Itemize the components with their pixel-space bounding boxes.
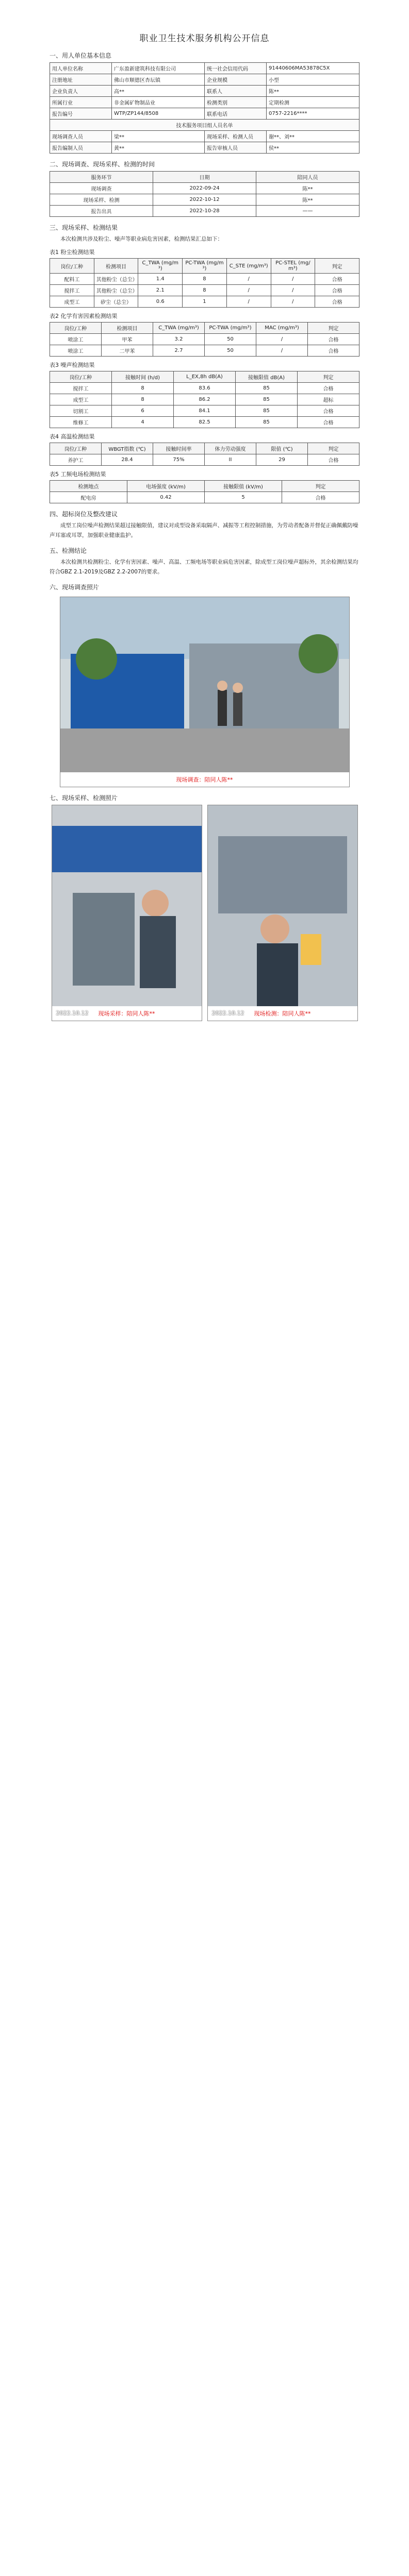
table-header-row bbox=[50, 443, 359, 454]
dust-results-table bbox=[50, 258, 359, 308]
table-header-row bbox=[50, 371, 359, 383]
table-row bbox=[50, 206, 359, 217]
table-cell: 合格 bbox=[298, 405, 359, 417]
section-title: 七、现场采样、检测照片 bbox=[50, 794, 118, 802]
column-header: 判定 bbox=[282, 481, 359, 492]
table-cell: / bbox=[226, 296, 271, 308]
table-cell: 合格 bbox=[282, 492, 359, 503]
table-cell: 报告审核人员 bbox=[205, 142, 267, 154]
section-basic-info bbox=[50, 51, 359, 154]
table-row bbox=[50, 345, 359, 357]
table-cell: / bbox=[271, 296, 315, 308]
table-row bbox=[50, 194, 359, 206]
table-cell: 联系电话 bbox=[205, 108, 267, 120]
column-header: 判定 bbox=[298, 371, 359, 383]
table-cell: / bbox=[256, 334, 308, 345]
table-cell: 报告编制人员 bbox=[50, 142, 112, 154]
table-cell: 侯** bbox=[267, 142, 359, 154]
table-cell: 切割工 bbox=[50, 405, 112, 417]
table-row bbox=[50, 142, 359, 154]
service-dates-table bbox=[50, 171, 359, 217]
table-cell: 合格 bbox=[315, 274, 359, 285]
table-cell: II bbox=[205, 454, 256, 466]
column-header: 日期 bbox=[153, 172, 256, 183]
section-sampling-photos bbox=[50, 793, 359, 1021]
table-cell: 1 bbox=[183, 296, 227, 308]
section-conclusion bbox=[50, 546, 359, 577]
table-row bbox=[50, 405, 359, 417]
table-cell: 现场调查人员 bbox=[50, 131, 112, 142]
photo-caption: 现场调查：陪同人陈** bbox=[60, 772, 349, 787]
table-title: 表1 粉尘检测结果 bbox=[50, 249, 95, 256]
noise-results-table bbox=[50, 371, 359, 428]
table-cell: 报告编号 bbox=[50, 108, 112, 120]
column-header: 电场强度 (kV/m) bbox=[127, 481, 205, 492]
table-cell: 0757-2216**** bbox=[267, 108, 359, 120]
table-row bbox=[50, 296, 359, 308]
table-cell: 2022-10-28 bbox=[153, 206, 256, 217]
table-cell: 合格 bbox=[298, 417, 359, 428]
table-row bbox=[50, 183, 359, 194]
table-cell: 0.6 bbox=[138, 296, 183, 308]
column-header: 判定 bbox=[308, 323, 359, 334]
table-row bbox=[50, 97, 359, 108]
section-title: 四、超标岗位及整改建议 bbox=[50, 511, 118, 518]
table-cell: 83.6 bbox=[174, 383, 236, 394]
table-cell: 陈** bbox=[256, 194, 359, 206]
table-cell: 85 bbox=[236, 383, 298, 394]
table-cell: / bbox=[271, 274, 315, 285]
column-header: 接触限值 (kV/m) bbox=[205, 481, 282, 492]
column-header: 接触时间率 bbox=[153, 443, 205, 454]
rectification-text: 成型工岗位噪声检测结果超过接触限值，建议对成型设备采取隔声、减振等工程控制措施，为劳动者配备并督促正确佩戴防噪声耳塞或耳罩，加强职业健康监护。 bbox=[50, 522, 358, 538]
table-cell: 8 bbox=[112, 394, 174, 405]
table-cell: 养护工 bbox=[50, 454, 102, 466]
table-row bbox=[50, 383, 359, 394]
survey-photo bbox=[60, 597, 350, 787]
table-cell: 用人单位名称 bbox=[50, 63, 112, 74]
table-title: 表3 噪声检测结果 bbox=[50, 362, 95, 369]
table-cell: 矽尘（总尘） bbox=[94, 296, 138, 308]
table-cell: 合格 bbox=[315, 285, 359, 296]
table-cell: 搅拌工 bbox=[50, 383, 112, 394]
column-header: 检测项目 bbox=[94, 259, 138, 274]
table-cell: 28.4 bbox=[102, 454, 153, 466]
column-header: WBGT指数 (℃) bbox=[102, 443, 153, 454]
table-cell: 4 bbox=[112, 417, 174, 428]
column-header: 判定 bbox=[315, 259, 359, 274]
table-cell: WTP/ZP144/8508 bbox=[112, 108, 205, 120]
table-cell: 超标 bbox=[298, 394, 359, 405]
table-cell: 广东盈新建筑科技有限公司 bbox=[112, 63, 205, 74]
table-cell: 75% bbox=[153, 454, 205, 466]
table-header-row bbox=[50, 259, 359, 274]
table-cell: 50 bbox=[205, 334, 256, 345]
photo-caption: 现场采样：陪同人陈** bbox=[52, 1006, 202, 1021]
column-header: 岗位/工种 bbox=[50, 259, 94, 274]
table-row bbox=[50, 274, 359, 285]
detection-image bbox=[208, 805, 357, 1006]
table-row bbox=[50, 285, 359, 296]
table-row bbox=[50, 454, 359, 466]
table-cell: 佛山市顺德区杏坛镇 bbox=[112, 74, 205, 86]
photo-grid bbox=[50, 805, 359, 1021]
column-header: C_STE (mg/m³) bbox=[226, 259, 271, 274]
table-cell: 二甲苯 bbox=[102, 345, 153, 357]
column-header: C_TWA (mg/m³) bbox=[138, 259, 183, 274]
table-cell: 注册地址 bbox=[50, 74, 112, 86]
table-cell: 85 bbox=[236, 405, 298, 417]
sampling-image bbox=[52, 805, 202, 1006]
table-cell: 82.5 bbox=[174, 417, 236, 428]
table-cell: —— bbox=[256, 206, 359, 217]
table-cell: 6 bbox=[112, 405, 174, 417]
table-cell: 86.2 bbox=[174, 394, 236, 405]
column-header: C_TWA (mg/m³) bbox=[153, 323, 205, 334]
table-cell: 3.2 bbox=[153, 334, 205, 345]
table-cell: 合格 bbox=[315, 296, 359, 308]
table-row bbox=[50, 63, 359, 74]
table-row bbox=[50, 120, 359, 131]
table-cell: 陈** bbox=[267, 86, 359, 97]
column-header: 服务环节 bbox=[50, 172, 153, 183]
column-header: 判定 bbox=[308, 443, 359, 454]
table-cell: 其他粉尘（总尘） bbox=[94, 274, 138, 285]
table-cell: 其他粉尘（总尘） bbox=[94, 285, 138, 296]
section-title: 三、现场采样、检测结果 bbox=[50, 224, 118, 231]
column-header: 接触时间 (h/d) bbox=[112, 371, 174, 383]
table-cell: 成型工 bbox=[50, 394, 112, 405]
column-header: PC-TWA (mg/m³) bbox=[205, 323, 256, 334]
section-title: 一、用人单位基本信息 bbox=[50, 52, 112, 59]
heat-results-table bbox=[50, 443, 359, 466]
table-title: 表2 化学有害因素检测结果 bbox=[50, 313, 118, 320]
sampling-photo bbox=[52, 805, 202, 1021]
table-row bbox=[50, 417, 359, 428]
section-title: 二、现场调查、现场采样、检测的时间 bbox=[50, 161, 155, 168]
column-header: 检测地点 bbox=[50, 481, 127, 492]
table-header-row bbox=[50, 172, 359, 183]
table-cell: 企业规模 bbox=[205, 74, 267, 86]
table-header-row bbox=[50, 481, 359, 492]
detection-photo bbox=[207, 805, 358, 1021]
table-row bbox=[50, 74, 359, 86]
table-cell: 配料工 bbox=[50, 274, 94, 285]
table-cell: 29 bbox=[256, 454, 308, 466]
table-cell: 50 bbox=[205, 345, 256, 357]
table-cell: 现场采样、检测人员 bbox=[205, 131, 267, 142]
column-header: 体力劳动强度 bbox=[205, 443, 256, 454]
table-row bbox=[50, 492, 359, 503]
table-cell: 8 bbox=[183, 285, 227, 296]
column-header: 岗位/工种 bbox=[50, 323, 102, 334]
column-header: PC-STEL (mg/m³) bbox=[271, 259, 315, 274]
column-header: L_EX,8h dB(A) bbox=[174, 371, 236, 383]
table-cell: / bbox=[226, 274, 271, 285]
table-cell: 85 bbox=[236, 394, 298, 405]
table-cell: 85 bbox=[236, 417, 298, 428]
section-survey-photo bbox=[50, 583, 359, 787]
table-cell: 喷涂工 bbox=[50, 334, 102, 345]
table-cell: 高** bbox=[112, 86, 205, 97]
table-cell: 统一社会信用代码 bbox=[205, 63, 267, 74]
table-cell: 现场调查 bbox=[50, 183, 153, 194]
document-page bbox=[0, 0, 409, 1042]
table-cell: 所属行业 bbox=[50, 97, 112, 108]
table-cell: 喷涂工 bbox=[50, 345, 102, 357]
photo-caption: 现场检测：陪同人陈** bbox=[208, 1006, 357, 1021]
table-cell: 合格 bbox=[308, 345, 359, 357]
table-cell: 小型 bbox=[267, 74, 359, 86]
column-header: 检测项目 bbox=[102, 323, 153, 334]
table-cell: 检测类别 bbox=[205, 97, 267, 108]
column-header: MAC (mg/m³) bbox=[256, 323, 308, 334]
results-intro: 本次检测共涉及粉尘、噪声等职业病危害因素，检测结果汇总如下： bbox=[60, 236, 223, 242]
table-title: 表4 高温检测结果 bbox=[50, 433, 95, 440]
table-cell: / bbox=[256, 345, 308, 357]
factory-gate-image bbox=[60, 597, 349, 772]
table-row bbox=[50, 131, 359, 142]
table-cell: 搅拌工 bbox=[50, 285, 94, 296]
chemical-results-table bbox=[50, 322, 359, 357]
table-cell: / bbox=[226, 285, 271, 296]
table-cell: 现场采样、检测 bbox=[50, 194, 153, 206]
column-header: PC-TWA (mg/m³) bbox=[183, 259, 227, 274]
table-cell: 8 bbox=[112, 383, 174, 394]
table-cell: 合格 bbox=[308, 454, 359, 466]
table-cell: 2022-09-24 bbox=[153, 183, 256, 194]
column-header: 接触限值 dB(A) bbox=[236, 371, 298, 383]
table-cell: 8 bbox=[183, 274, 227, 285]
table-cell: 定期检测 bbox=[267, 97, 359, 108]
photo-date-stamp: 2022.10.12 bbox=[211, 1009, 244, 1016]
column-header: 限值 (℃) bbox=[256, 443, 308, 454]
table-cell: 联系人 bbox=[205, 86, 267, 97]
table-cell: 0.42 bbox=[127, 492, 205, 503]
photo-date-stamp: 2022.10.12 bbox=[56, 1009, 89, 1016]
table-cell: 企业负责人 bbox=[50, 86, 112, 97]
table-row bbox=[50, 86, 359, 97]
table-cell: 成型工 bbox=[50, 296, 94, 308]
table-cell: 配电房 bbox=[50, 492, 127, 503]
table-cell: 91440606MA53878C5X bbox=[267, 63, 359, 74]
column-header: 岗位/工种 bbox=[50, 443, 102, 454]
table-title: 表5 工频电场检测结果 bbox=[50, 471, 106, 478]
document-title: 职业卫生技术服务机构公开信息 bbox=[139, 33, 270, 44]
section-results bbox=[50, 223, 359, 503]
section-title: 六、现场调查照片 bbox=[50, 583, 100, 591]
table-cell: / bbox=[271, 285, 315, 296]
service-team-label: 技术服务项目组人员名单 bbox=[50, 120, 359, 131]
table-cell: 谢**、刘** bbox=[267, 131, 359, 142]
basic-info-table bbox=[50, 62, 359, 154]
table-cell: 非金属矿物制品业 bbox=[112, 97, 205, 108]
table-cell: 黄** bbox=[112, 142, 205, 154]
column-header: 岗位/工种 bbox=[50, 371, 112, 383]
table-cell: 陈** bbox=[256, 183, 359, 194]
section-rectification bbox=[50, 510, 359, 540]
table-row bbox=[50, 394, 359, 405]
table-cell: 甲苯 bbox=[102, 334, 153, 345]
table-cell: 2.7 bbox=[153, 345, 205, 357]
table-cell: 合格 bbox=[298, 383, 359, 394]
table-cell: 合格 bbox=[308, 334, 359, 345]
table-cell: 1.4 bbox=[138, 274, 183, 285]
conclusion-text: 本次检测共检测粉尘、化学有害因素、噪声、高温、工频电场等职业病危害因素，除成型工岗位噪声超标外，其余检测结果均符合GBZ 2.1-2019及GBZ 2.2-2007的要求。 bbox=[50, 559, 358, 575]
table-cell: 2.1 bbox=[138, 285, 183, 296]
column-header: 陪同人员 bbox=[256, 172, 359, 183]
table-cell: 梁** bbox=[112, 131, 205, 142]
electric-field-results-table bbox=[50, 480, 359, 503]
table-cell: 2022-10-12 bbox=[153, 194, 256, 206]
table-cell: 5 bbox=[205, 492, 282, 503]
table-cell: 84.1 bbox=[174, 405, 236, 417]
table-cell: 维修工 bbox=[50, 417, 112, 428]
table-row bbox=[50, 334, 359, 345]
table-row bbox=[50, 108, 359, 120]
table-header-row bbox=[50, 323, 359, 334]
section-title: 五、检测结论 bbox=[50, 547, 87, 555]
section-service-dates bbox=[50, 160, 359, 217]
table-cell: 报告出具 bbox=[50, 206, 153, 217]
